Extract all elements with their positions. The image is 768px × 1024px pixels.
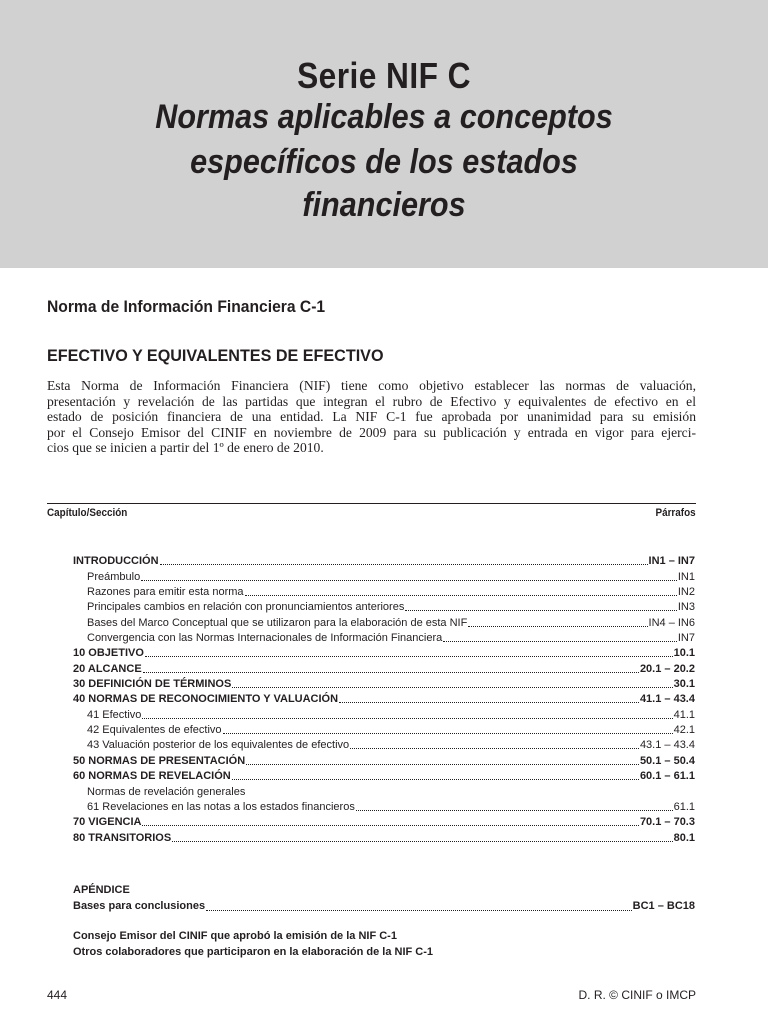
toc-entry <box>73 752 695 767</box>
toc-entry-title: Principales cambios en relación con pronunciamientos anteriores <box>87 601 405 614</box>
appendix-bases-ref: BC1 – BC18 <box>632 900 695 912</box>
toc-entry-title: Razones para emitir esta norma <box>87 586 244 599</box>
toc-entry-paragraphs: 41.1 <box>673 708 695 721</box>
toc-entry-title: 40 NORMAS DE RECONOCIMIENTO Y VALUACIÓN <box>73 693 339 706</box>
appendix-heading: APÉNDICE <box>73 884 130 896</box>
toc-leader-dots <box>339 701 639 703</box>
toc-entry-title: Normas de revelación generales <box>87 785 246 798</box>
toc-leader-dots <box>246 763 639 765</box>
toc-entry <box>73 691 695 706</box>
toc-entry-title: 50 NORMAS DE PRESENTACIÓN <box>73 754 246 767</box>
toc-entry <box>73 737 695 752</box>
toc-leader-dots <box>405 609 677 611</box>
appendix-bases-title: Bases para conclusiones <box>73 900 206 912</box>
toc-entry-paragraphs: 42.1 <box>673 724 695 737</box>
toc-entry-title: 43 Valuación posterior de los equivalentes de efectivo <box>87 739 350 752</box>
toc-entry-title: 30 DEFINICIÓN DE TÉRMINOS <box>73 678 232 691</box>
toc-entry <box>73 768 695 783</box>
toc-entry-title: Preámbulo <box>87 570 141 583</box>
toc-divider <box>47 503 696 504</box>
toc-leader-dots <box>232 686 672 688</box>
toc-entry-title: 10 OBJETIVO <box>73 647 144 660</box>
toc-entry-paragraphs: IN7 <box>677 632 695 645</box>
toc-entry-paragraphs: 10.1 <box>673 647 695 660</box>
toc-entry <box>73 706 695 721</box>
page-number: 444 <box>47 988 68 1002</box>
toc-entry-paragraphs: 70.1 – 70.3 <box>639 816 695 829</box>
toc-entry <box>73 584 695 599</box>
toc-entry <box>73 799 695 814</box>
toc-leader-dots <box>141 579 677 581</box>
series-subtitle-line: específicos de los estados <box>190 143 578 181</box>
toc-entry-paragraphs: IN3 <box>677 601 695 614</box>
toc-entry-title: 60 NORMAS DE REVELACIÓN <box>73 770 231 783</box>
toc-leader-dots <box>206 909 632 911</box>
intro-line: por el Consejo Emisor del CINIF en noviembre de 2009 para su publicación y entrada en vigor para ejerci- <box>47 424 696 440</box>
intro-line: Esta Norma de Información Financiera (NIF) tiene como objetivo establecer las normas de valuación, <box>47 378 696 393</box>
toc-entry-paragraphs: 20.1 – 20.2 <box>639 662 695 675</box>
series-subtitle-line: financieros <box>302 186 466 224</box>
toc-entry-title: 20 ALCANCE <box>73 662 142 675</box>
toc-entry <box>73 783 695 798</box>
toc-leader-dots <box>350 747 639 749</box>
appendix-consejo: Consejo Emisor del CINIF que aprobó la emisión de la NIF C-1 <box>73 930 397 942</box>
intro-line: estado de posición financiera de una entidad. La NIF C-1 fue aprobada por unanimidad para su emisión <box>47 409 696 425</box>
toc-leader-dots <box>142 717 672 719</box>
appendix-bases-row <box>73 898 695 914</box>
toc-entry <box>73 599 695 614</box>
intro-paragraph <box>47 378 696 456</box>
toc-entry <box>73 630 695 645</box>
toc-leader-dots <box>145 655 673 657</box>
toc-entry <box>73 568 695 583</box>
toc-entry-paragraphs: 30.1 <box>673 678 695 691</box>
toc-entry-paragraphs: 41.1 – 43.4 <box>639 693 695 706</box>
table-of-contents <box>73 553 695 845</box>
toc-leader-dots <box>245 594 677 596</box>
appendix-otros: Otros colaboradores que participaron en la elaboración de la NIF C-1 <box>73 946 434 958</box>
intro-line: presentación y revelación de las partidas que integran el rubro de Efectivo y equivalentes de efectivo en el <box>47 393 696 409</box>
toc-entry <box>73 614 695 629</box>
toc-leader-dots <box>443 640 677 642</box>
toc-leader-dots <box>232 778 639 780</box>
toc-entry-paragraphs: 43.1 – 43.4 <box>639 739 695 752</box>
toc-leader-dots <box>143 671 639 673</box>
toc-entry-paragraphs: 61.1 <box>673 800 695 813</box>
toc-header-paragraphs: Párrafos <box>655 507 696 519</box>
toc-entry-paragraphs: IN4 – IN6 <box>648 616 695 629</box>
norm-heading: Norma de Información Financiera C-1 <box>47 297 326 316</box>
toc-entry-paragraphs: IN1 <box>677 570 695 583</box>
copyright-notice: D. R. © CINIF o IMCP <box>578 988 696 1002</box>
toc-entry-title: Bases del Marco Conceptual que se utilizaron para la elaboración de esta NIF <box>87 616 468 629</box>
toc-leader-dots <box>160 563 648 565</box>
appendix-section <box>73 882 695 960</box>
toc-entry-paragraphs: 50.1 – 50.4 <box>639 754 695 767</box>
toc-entry <box>73 814 695 829</box>
toc-entry-title: 61 Revelaciones en las notas a los estados financieros <box>87 800 355 813</box>
toc-leader-dots <box>142 824 638 826</box>
toc-entry-paragraphs: 60.1 – 61.1 <box>639 770 695 783</box>
toc-entry <box>73 829 695 844</box>
toc-entry-title: Convergencia con las Normas Internacionales de Información Financiera <box>87 632 443 645</box>
toc-entry-title: INTRODUCCIÓN <box>73 555 159 568</box>
toc-leader-dots <box>468 625 647 627</box>
toc-entry-paragraphs: IN2 <box>677 586 695 599</box>
intro-line: cios que se inicien a partir del 1º de enero de 2010. <box>47 440 324 456</box>
series-banner <box>0 0 768 268</box>
toc-leader-dots <box>223 732 673 734</box>
series-title: Serie NIF C <box>297 55 471 96</box>
toc-entry <box>73 645 695 660</box>
toc-entry-title: 41 Efectivo <box>87 708 142 721</box>
toc-leader-dots <box>172 840 672 842</box>
toc-entry-title: 42 Equivalentes de efectivo <box>87 724 222 737</box>
toc-entry-title: 70 VIGENCIA <box>73 816 142 829</box>
toc-header-chapter: Capítulo/Sección <box>47 507 128 519</box>
norm-title: EFECTIVO Y EQUIVALENTES DE EFECTIVO <box>47 346 384 365</box>
toc-entry-title: 80 TRANSITORIOS <box>73 831 172 844</box>
toc-entry <box>73 676 695 691</box>
toc-entry <box>73 722 695 737</box>
toc-entry <box>73 553 695 568</box>
toc-entry-paragraphs: IN1 – IN7 <box>648 555 695 568</box>
series-subtitle-line: Normas aplicables a conceptos <box>155 98 613 136</box>
toc-leader-dots <box>356 809 673 811</box>
toc-entry-paragraphs: 80.1 <box>673 831 695 844</box>
toc-entry <box>73 660 695 675</box>
